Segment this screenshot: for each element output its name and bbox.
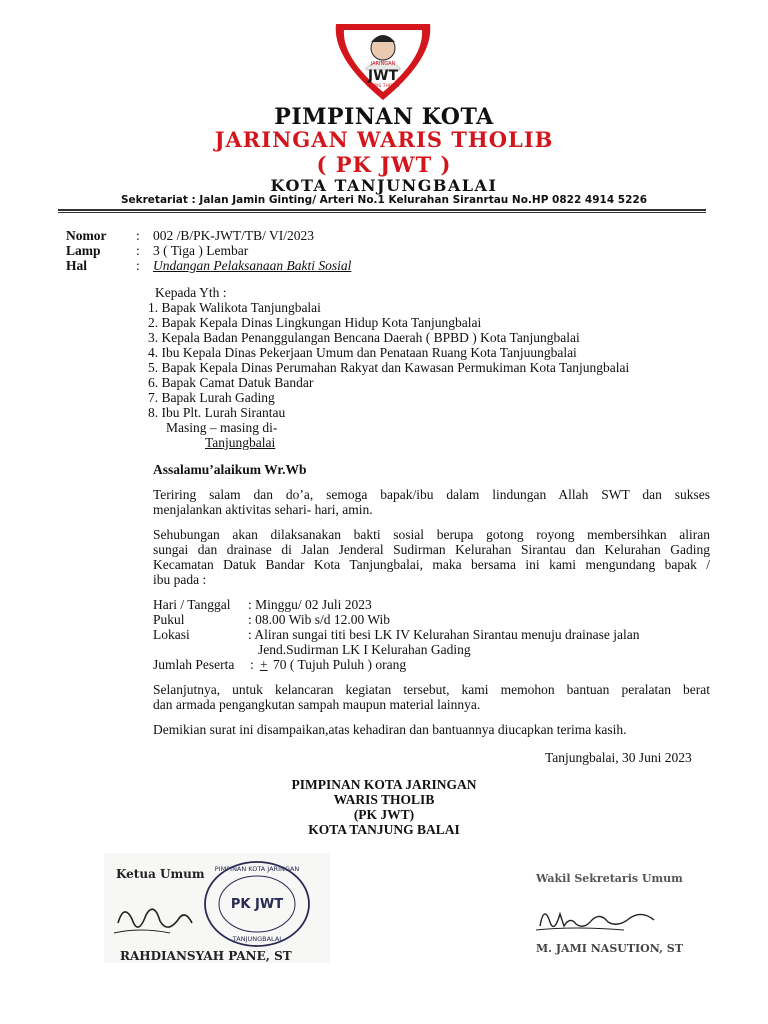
right-signature-scribble [534,896,664,940]
greeting: Assalamu’alaikum Wr.Wb [153,462,307,477]
lamp-value: 3 ( Tiga ) Lembar [153,243,249,258]
paragraph-2-line: Kecamatan Datuk Bandar Kota Tanjungbalai, maka bersama ini kami mengundang bapak / [153,557,710,572]
participants-label: Jumlah Peserta [153,657,235,672]
location-label: Lokasi [153,627,190,642]
lamp-colon: : [136,243,140,258]
paragraph-1-line: Teriring salam dan do’a, semoga bapak/ibu dalam lindungan Allah SWT dan sukses [153,487,710,502]
recipients-masing: Masing – masing di- [166,420,278,435]
participants-colon: : [250,657,254,672]
stamp-text-top: PIMPINAN KOTA JARINGAN [214,865,300,873]
nomor-colon: : [136,228,140,243]
paragraph-2-line: Sehubungan akan dilaksanakan bakti sosial berupa gotong royong membersihkan aliran [153,527,710,542]
time-label: Pukul [153,612,185,627]
left-signer-name: RAHDIANSYAH PANE, ST [120,949,292,963]
time-value: : 08.00 Wib s/d 12.00 Wib [248,612,391,627]
letterhead-divider [58,209,706,213]
participants-plus-minus: + [260,657,268,672]
right-signer-title: Wakil Sekretaris Umum [536,872,683,885]
letterhead-org-name: JARINGAN WARIS THOLIB [214,127,554,152]
paragraph-1-line: menjalankan aktivitas sehari- hari, amin. [153,502,373,517]
left-signature-block [104,853,330,963]
location-value: : Aliran sungai titi besi LK IV Kelurahan Sirantau menuju drainase jalan [248,627,640,642]
paragraph-3-line: Selanjutnya, untuk kelancaran kegiatan tersebut, kami memohon bantuan peralatan berat [153,682,710,697]
stamp-text-center: PK JWT [230,897,284,912]
signature-org-line: PIMPINAN KOTA JARINGAN [291,777,477,792]
logo-text-main: JWT [367,68,399,84]
nomor-label: Nomor [66,228,107,243]
paragraph-2-line: ibu pada : [153,572,207,587]
recipient-item: 8. Ibu Plt. Lurah Sirantau [148,405,286,420]
organization-logo [330,18,436,104]
nomor-value: 002 /B/PK-JWT/TB/ VI/2023 [153,228,315,243]
recipient-item: 1. Bapak Walikota Tanjungbalai [148,300,321,315]
date-label: Hari / Tanggal [153,597,231,612]
letterhead-title: PIMPINAN KOTA [274,104,494,130]
recipient-item: 5. Bapak Kepala Dinas Perumahan Rakyat dan Kawasan Permukiman Kota Tanjungbalai [148,360,630,375]
participants-value: 70 ( Tujuh Puluh ) orang [273,657,407,672]
letterhead-org-abbr: ( PK JWT ) [316,152,452,177]
signature-org-line: KOTA TANJUNG BALAI [308,822,460,837]
hal-label: Hal [66,258,88,273]
recipient-item: 2. Bapak Kepala Dinas Lingkungan Hidup Kota Tanjungbalai [148,315,482,330]
recipient-item: 7. Bapak Lurah Gading [148,390,275,405]
paragraph-3-line: dan armada pengangkutan sampah maupun material lainnya. [153,697,481,712]
location-value-continued: Jend.Sudirman LK I Kelurahan Gading [258,642,471,657]
letterhead-city: KOTA TANJUNGBALAI [270,176,498,195]
recipients-intro: Kepada Yth : [155,285,227,300]
stamp-text-bottom: TANJUNGBALAI [232,935,282,943]
right-signer-name: M. JAMI NASUTION, ST [536,942,683,955]
lamp-label: Lamp [66,243,101,258]
signature-org-line: (PK JWT) [353,807,415,822]
left-signer-title: Ketua Umum [116,867,205,881]
place-and-date: Tanjungbalai, 30 Juni 2023 [545,750,692,765]
hal-value: Undangan Pelaksanaan Bakti Sosial [153,258,352,273]
paragraph-2-line: sungai dan drainase di Jalan Jenderal Sudirman Kelurahan Sirantau dan Kelurahan Gading [153,542,710,557]
recipient-item: 6. Bapak Camat Datuk Bandar [148,375,314,390]
paragraph-4: Demikian surat ini disampaikan,atas kehadiran dan bantuannya diucapkan terima kasih. [153,722,627,737]
signature-org-line: WARIS THOLIB [333,792,435,807]
recipients-place: Tanjungbalai [205,435,276,450]
recipient-item: 4. Ibu Kepala Dinas Pekerjaan Umum dan Penataan Ruang Kota Tanjuungbalai [148,345,577,360]
recipient-item: 3. Kepala Badan Penanggulangan Bencana Daerah ( BPBD ) Kota Tanjungbalai [148,330,580,345]
letterhead-address: Sekretariat : Jalan Jamin Ginting/ Arteri No.1 Kelurahan Siranrtau No.HP 0822 4914 5226 [120,194,648,206]
organization-stamp [202,859,312,949]
hal-colon: : [136,258,140,273]
logo-text-bottom: WARIS THOLIB [366,84,400,89]
left-signature-scribble [110,893,200,949]
date-value: : Minggu/ 02 Juli 2023 [248,597,372,612]
logo-text-top: JARINGAN [370,61,396,67]
